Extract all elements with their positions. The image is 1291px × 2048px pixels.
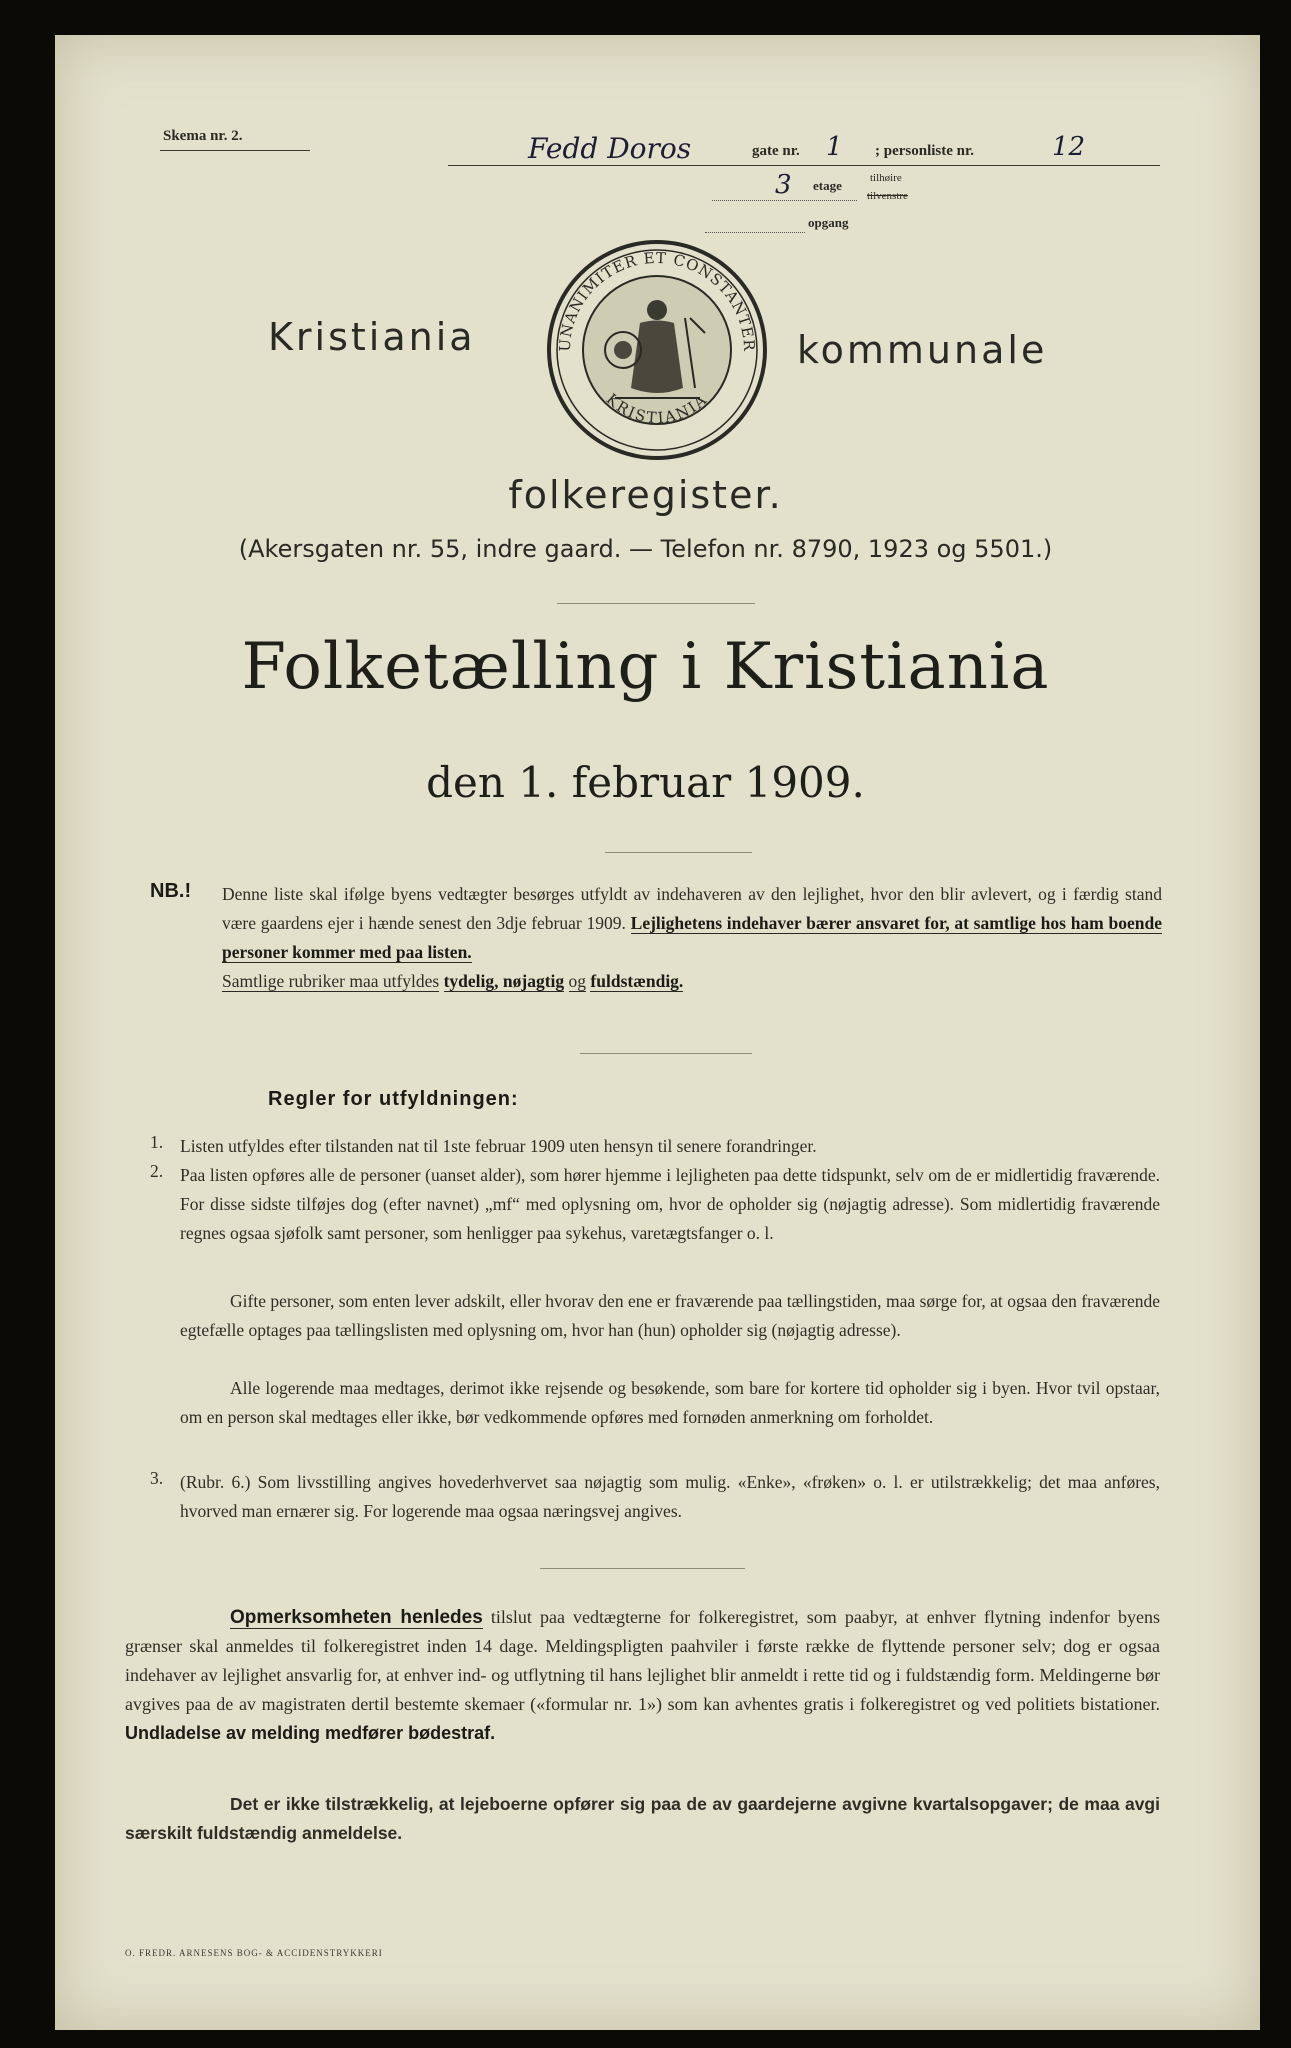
document-title: Folketælling i Kristiania [241, 630, 1050, 704]
notice-paragraph [125, 1603, 1160, 1748]
nb-label: NB.! [150, 880, 192, 902]
tilvenstre-label: tilvenstre [867, 190, 908, 202]
divider [540, 1568, 745, 1569]
printer-imprint: O. FREDR. ARNESENS BOG- & ACCIDENSTRYKKERI [125, 1948, 383, 1958]
org-name-left: Kristiania [268, 315, 476, 359]
gate-label: gate nr. [752, 143, 800, 159]
nb-paragraph [222, 880, 1162, 996]
notice-footnote: Det er ikke tilstrækkelig, at lejeboerne opfører sig paa de av gaardejerne avgivne kvartalsopgaver; de maa avgi særskilt fuldstændig anmeldelse. [125, 1794, 1160, 1843]
census-date: den 1. februar 1909. [426, 758, 865, 807]
rule-3-text: (Rubr. 6.) Som livsstilling angives hovederhvervet saa nøjagtig som mulig. «Enke», «frøken» o. l. er utilstrækkelig; det maa anføres, hvorved man ernærer sig. For logerende maa ogsaa næringsvej angives. [180, 1472, 1160, 1521]
notice-text: tilslut paa vedtægterne for folkeregistret, som paabyr, at enhver flytning indenfor byens grænser skal anmeldes til folkeregistret inden 14 dage. Meldingspligten paahviler i første række de flyttende personer selv; dog er ogsaa indehaver av lejlighet ansvarlig for, at enhver ind- og utflytning til hans lejlighet blir anmeldt i rette tid og i fuldstændig form. Meldingerne bør avgives paa de av magistraten dertil bestemte skemaer («formular nr. 1») som kan avhentes gratis i folkeregistret og ved politiets bistationer. [125, 1607, 1160, 1714]
opgang-dotted-line [705, 232, 805, 233]
skema-underline [160, 150, 310, 151]
nb-text: Denne liste skal ifølge byens vedtægter besørges utfyldt av indehaveren av den lejlighet, hvor den blir avlevert, og i færdig stand være gaardens ejer i hænde senest den 3dje februar 1909. [222, 884, 1162, 933]
rule-2-number: 2. [150, 1161, 164, 1181]
header-fill-line [448, 165, 1160, 166]
nb-requirement-complete: fuldstændig. [590, 971, 684, 991]
nb-requirement-bold: tydelig, nøjagtig [443, 971, 565, 991]
rule-2-lodgers: Alle logerende maa medtages, derimot ikke rejsende og besøkende, som bare for kortere tid opholder sig i byen. Hvor tvil opstaar, om en person skal medtages eller ikke, bør vedkommende opføres med fornøden anmerkning om forholdet. [180, 1378, 1160, 1427]
street-name-handwritten[interactable]: Fedd Doros [528, 132, 692, 165]
rule-2-married: Gifte personer, som enten lever adskilt, eller hvorav den ene er fraværende paa tællingstiden, maa sørge for, at ogsaa den fraværende egtefælle optages paa tællingslisten med oplysning om, hvor han (hun) opholder sig (nøjagtig adresse). [180, 1291, 1160, 1340]
opgang-label: opgang [808, 215, 849, 230]
nb-requirement-intro: Samtlige rubriker maa utfyldes [222, 971, 440, 991]
etage-dotted-line [712, 200, 857, 201]
divider [557, 603, 755, 604]
etage-label: etage [813, 178, 842, 193]
rule-1-number: 1. [150, 1132, 164, 1152]
seal-motto: UNANIMITER ET CONSTANTER [555, 248, 759, 353]
notice-lead: Opmerksomheten henledes [230, 1607, 483, 1628]
org-name-right: kommunale [797, 328, 1048, 372]
city-seal-emblem [545, 238, 770, 463]
tilhoire-label: tilhøire [870, 172, 902, 184]
rules-heading: Regler for utfyldningen: [268, 1088, 519, 1110]
nb-responsibility: Lejlighetens indehaver bærer ansvaret for, at samtlige hos ham boende personer kommer med paa listen. [222, 913, 1163, 962]
rule-1-text: Listen utfyldes efter tilstanden nat til 1ste februar 1909 uten hensyn til senere forandringer. [180, 1136, 817, 1156]
nb-requirement-and: og [568, 971, 587, 991]
etage-number-handwritten[interactable]: 3 [775, 170, 792, 200]
skema-label: Skema nr. 2. [163, 128, 243, 144]
seal-city: KRISTIANIA [602, 390, 712, 427]
office-address: (Akersgaten nr. 55, indre gaard. — Telefon nr. 8790, 1923 og 5501.) [238, 535, 1053, 563]
folkeregister-heading: folkeregister. [508, 473, 783, 517]
gate-number-handwritten[interactable]: 1 [826, 132, 843, 162]
divider [605, 852, 752, 853]
divider [580, 1053, 752, 1054]
notice-penalty: Undladelse av melding medfører bødestraf. [125, 1723, 496, 1743]
personliste-number-handwritten[interactable]: 12 [1052, 132, 1086, 162]
rule-2-text: Paa listen opføres alle de personer (uanset alder), som hører hjemme i lejligheten paa dette tidspunkt, selv om de er midlertidig fraværende. For disse sidste tilføjes dog (efter navnet) „mf“ med oplysning om, hvor de opholder sig (nøjagtig adresse). Som midlertidig fraværende regnes ogsaa sjøfolk samt personer, som henligger paa sykehus, varetægtsfanger o. l. [180, 1165, 1160, 1243]
rule-3-number: 3. [150, 1468, 164, 1488]
personliste-label: ; personliste nr. [875, 143, 975, 159]
